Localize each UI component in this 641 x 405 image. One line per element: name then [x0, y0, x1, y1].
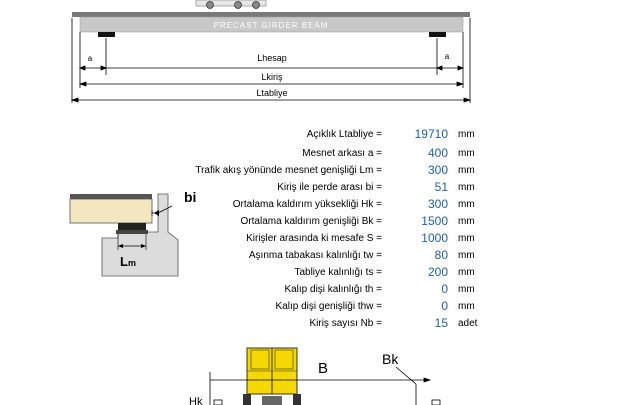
param-row-tw: [0, 247, 641, 264]
param-unit: mm: [458, 165, 475, 176]
param-unit: mm: [458, 148, 475, 159]
param-value[interactable]: 0: [441, 299, 448, 313]
truck-top-icon: [196, 0, 266, 9]
b-label: B: [318, 360, 329, 377]
lm-sub: m: [127, 258, 136, 268]
param-row-a: [0, 145, 641, 162]
bearing-right: [429, 32, 446, 37]
bearing-left: [98, 32, 115, 37]
param-row-th: [0, 281, 641, 298]
deck-slab: [72, 12, 470, 17]
param-label: Kalıp dişi genişliği thw =: [275, 301, 382, 312]
param-row-ltabliye: [0, 126, 641, 143]
dim-lhesap: Lhesap: [257, 53, 287, 63]
dim-a-left: a: [87, 54, 93, 63]
param-value[interactable]: 19710: [414, 127, 448, 141]
param-label: Kiriş ile perde arası bi =: [277, 182, 382, 193]
lm-label: L: [120, 254, 128, 269]
param-unit: mm: [458, 284, 475, 295]
param-row-lm: [0, 162, 641, 179]
param-row-nb: [0, 315, 641, 332]
param-unit: mm: [458, 250, 475, 261]
param-value[interactable]: 1000: [421, 231, 448, 245]
param-row-ts: [0, 264, 641, 281]
bi-label: bi: [184, 189, 197, 205]
param-unit: mm: [458, 301, 475, 312]
param-value[interactable]: 400: [427, 146, 448, 160]
dim-lkiris: Lkiriş: [261, 72, 283, 82]
param-row-s: [0, 230, 641, 247]
truck-icon: [243, 348, 301, 405]
param-unit: mm: [458, 233, 475, 244]
param-row-bk: [0, 213, 641, 230]
param-value[interactable]: 1500: [421, 214, 448, 228]
cross-section-diagram: [0, 340, 641, 405]
param-value[interactable]: 200: [427, 265, 448, 279]
beam-label: PRECAST GIRDER BEAM: [213, 21, 329, 30]
param-label: Kalıp dişi kalınlığı th =: [284, 284, 382, 295]
param-label: Tabliye kalınlığı ts =: [294, 267, 382, 278]
param-label: Aşınma tabakası kalınlığı tw =: [248, 250, 382, 261]
param-label: Ortalama kaldırım yüksekliği Hk =: [232, 199, 382, 210]
param-label: Mesnet arkası a =: [302, 148, 382, 159]
param-label: Kirişler arasında ki mesafe S =: [246, 233, 382, 244]
param-label: Açıklık Ltabliye =: [306, 129, 382, 140]
param-value[interactable]: 80: [434, 248, 448, 262]
param-row-thw: [0, 298, 641, 315]
param-value[interactable]: 0: [441, 282, 448, 296]
param-value[interactable]: 300: [427, 197, 448, 211]
param-value[interactable]: 51: [434, 180, 448, 194]
param-unit: adet: [458, 318, 478, 329]
param-unit: mm: [458, 182, 475, 193]
param-unit: mm: [458, 199, 475, 210]
dim-a-right: a: [444, 52, 450, 61]
param-label: Kiriş sayısı Nb =: [309, 318, 382, 329]
bk-label: Bk: [382, 351, 399, 367]
param-unit: mm: [458, 267, 475, 278]
param-unit: mm: [458, 216, 475, 227]
param-row-bi: [0, 179, 641, 196]
param-value[interactable]: 300: [427, 163, 448, 177]
beam-elevation-diagram: [0, 0, 641, 110]
param-row-hk: [0, 196, 641, 213]
hk-label: Hk: [189, 396, 203, 405]
param-value[interactable]: 15: [434, 316, 448, 330]
dim-ltabliye: Ltabliye: [256, 88, 288, 98]
param-label: Ortalama kaldırım genişliği Bk =: [240, 216, 382, 227]
param-label: Trafik akış yönünde mesnet genişliği Lm =: [195, 165, 382, 176]
param-unit: mm: [458, 129, 475, 140]
